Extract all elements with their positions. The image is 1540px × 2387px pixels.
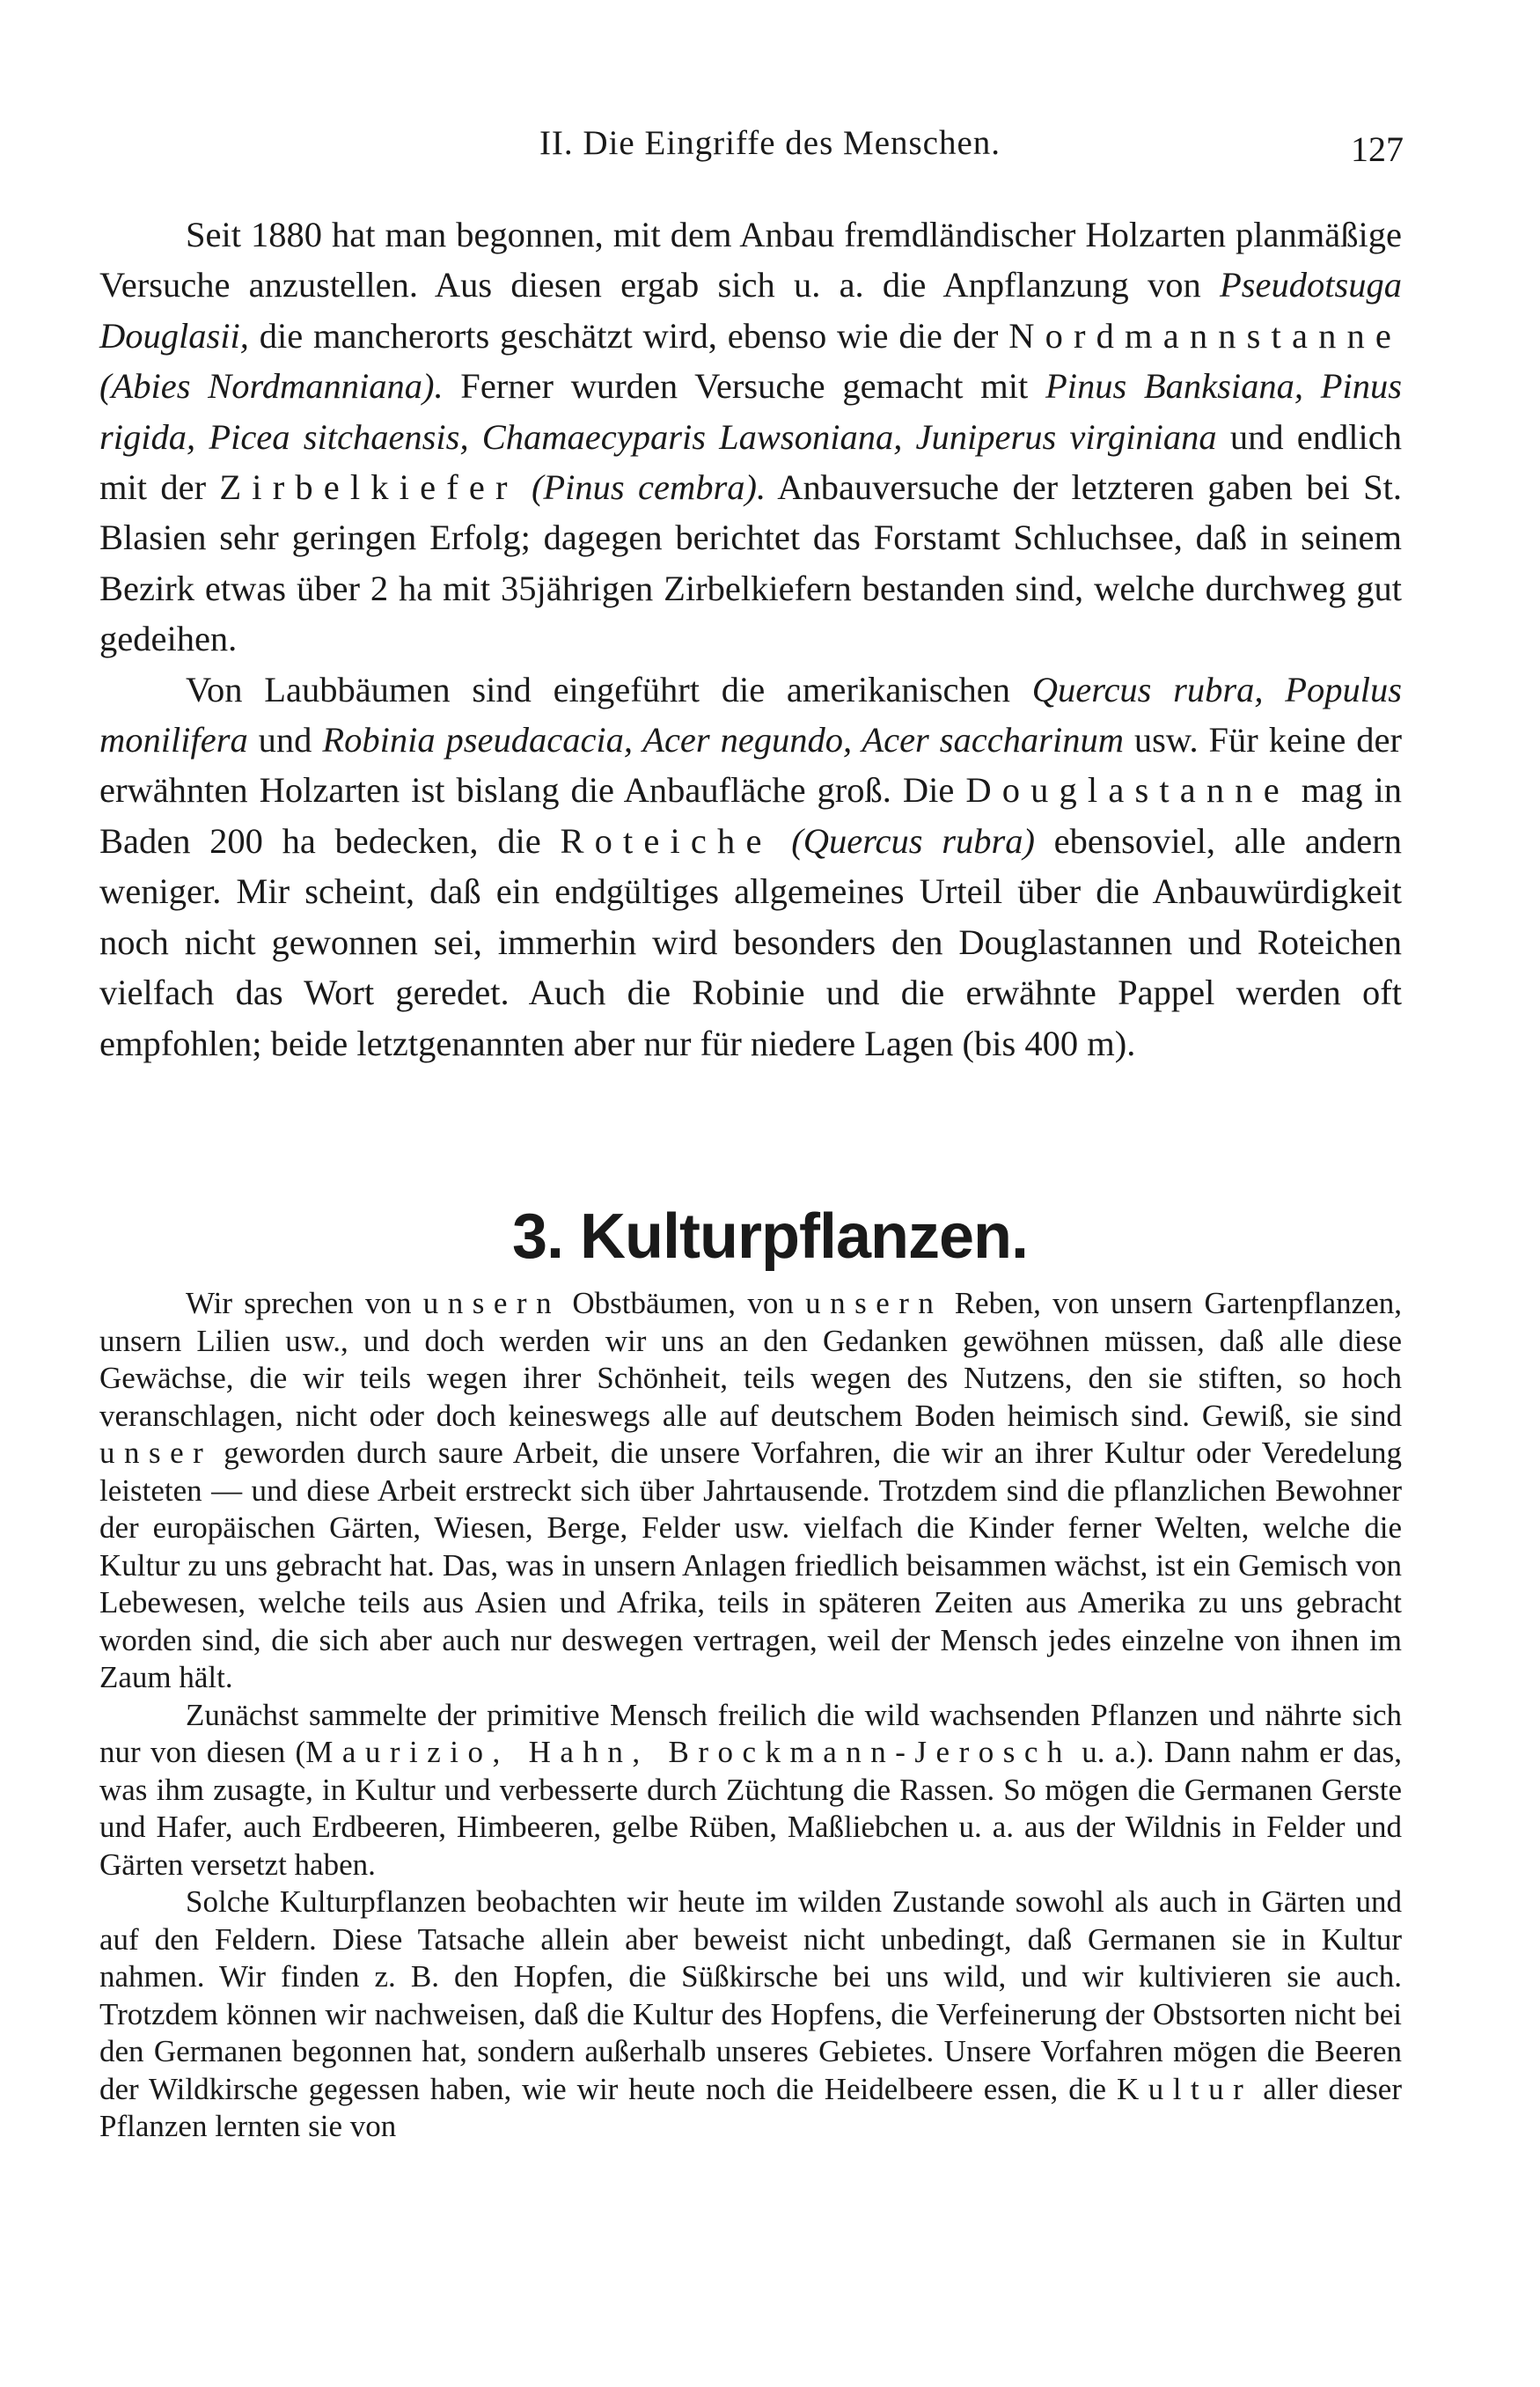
- spaced-term: unsern: [805, 1286, 943, 1320]
- species-name: (Quercus rubra): [791, 820, 1035, 861]
- species-name: (Pinus cembra).: [531, 467, 766, 508]
- text-run: [518, 467, 532, 507]
- text-run: Wir sprechen von: [186, 1286, 423, 1320]
- species-name: (Abies Nordmanniana).: [99, 366, 444, 407]
- spaced-term: Zirbelkiefer: [219, 467, 518, 508]
- page-number: 127: [1351, 129, 1404, 169]
- text-run: Zunächst sammelte der primitive Mensch freilich die wild wachsenden Pflanzen und nährte sich nur von diesen (: [99, 1697, 1402, 1769]
- text-run: geworden durch saure Arbeit, die unsere Vorfahren, die wir an ihrer Kultur oder Veredelung leisteten — und diese Arbeit erstreckt sich über Jahrtausende. Trotzdem sind die pflanzlichen Bewohner der europäischen Gärten, Wiesen, Berge, Felder usw. vielfach die Kinder ferner Welten, welche die Kultur zu uns gebracht hat. Das, was in unsern Anlagen friedlich beisammen wächst, ist ein Gemisch von Lebewesen, welche teils aus Asien und Afrika, teils in späteren Zeiten aus Amerika zu uns gebracht worden sind, die sich aber auch nur deswegen vertragen, weil der Mensch jedes einzelne von ihnen im Zaum hält.: [99, 1436, 1402, 1694]
- paragraph-wild-and-cultivated: [99, 1884, 1402, 2146]
- paragraph-primitive-gathering: [99, 1697, 1402, 1884]
- species-name: Pseudotsuga Douglasii,: [99, 265, 1402, 356]
- text-run: Solche Kulturpflanzen beobachten wir heute im wilden Zustande sowohl als auch in Gärten und auf den Feldern. Diese Tatsache allein aber beweist nicht unbedingt, daß Germanen sie in Kultur nahmen. Wir finden z. B. den Hopfen, die Süßkirsche bei uns wild, und wir kultivieren sie auch. Trotzdem können wir nachweisen, daß die Kultur des Hopfens, die Verfeinerung der Obstsorten nicht bei den Germanen begonnen hat, sondern außerhalb unseres Gebietes. Unsere Vorfahren mögen die Beeren der Wildkirsche gegessen haben, wie wir heute noch die Heidelbeere essen, die: [99, 1884, 1402, 2106]
- page-header: [0, 123, 1540, 176]
- text-run: Ferner wurden Versuche gemacht mit: [443, 366, 1045, 407]
- species-list: Quercus rubra, Populus monilifera: [99, 669, 1402, 760]
- text-run: Reben, von unsern Gartenpflanzen, unsern Lilien usw., und doch werden wir uns an den Gedanken gewöhnen müssen, daß alle diese Gewächse, die wir teils wegen ihrer Schönheit, teils wegen des Nutzens, den sie stiften, so hoch veranschlagen, nicht oder doch keineswegs alle auf deutschem Boden heimisch sind. Gewiß, sie sind: [99, 1286, 1402, 1433]
- text-run: Obstbäumen, von: [561, 1286, 806, 1320]
- species-list: Robinia pseudacacia, Acer negundo, Acer saccharinum: [322, 720, 1124, 760]
- spaced-term: unser: [99, 1436, 213, 1470]
- text-run: u. a.). Dann nahm er das, was ihm zusagte, in Kultur und verbesserte durch Züchtung die Rassen. So mögen die Germanen Gerste und Hafer, auch Erdbeeren, Himbeeren, gelbe Rüben, Maßliebchen u. a. aus der Wildnis in Felder und Gärten versetzt haben.: [99, 1735, 1402, 1882]
- spaced-term: Roteiche: [560, 820, 773, 861]
- text-run: Anbauversuche der letzteren gaben bei St. Blasien sehr geringen Erfolg; dagegen berichtet das Forstamt Schluchsee, daß in seinem Bezirk etwas über 2 ha mit 35jährigen Zirbelkiefern bestanden sind, welche durchweg gut gedeihen.: [99, 467, 1402, 659]
- text-run: [773, 821, 792, 861]
- text-run: usw. Für keine der erwähnten Holzarten ist bislang die Anbaufläche groß. Die: [99, 720, 1403, 811]
- text-run: und endlich mit der: [99, 416, 1402, 508]
- cultivated-plants-section: [99, 1285, 1402, 2146]
- text-run: Seit 1880 hat man begonnen, mit dem Anbau fremdländischer Holzarten planmäßige Versuche anzustellen. Aus diesen ergab sich u. a. die Anpflanzung von: [99, 215, 1402, 305]
- paragraph-foreign-conifers: [99, 209, 1402, 665]
- text-run: aller dieser Pflanzen lernten sie von: [99, 2071, 1402, 2143]
- spaced-authors: Maurizio, Hahn, Brockmann-Jerosch: [305, 1735, 1072, 1769]
- paragraph-our-plants: [99, 1285, 1402, 1697]
- paragraph-deciduous-trees: [99, 665, 1402, 1069]
- spaced-term: Nordmannstanne: [1008, 315, 1402, 356]
- section-heading: 3. Kulturpflanzen.: [511, 1201, 1029, 1272]
- text-run: die mancherorts geschätzt wird, ebenso wie die der: [248, 315, 1009, 356]
- forestry-section: [99, 209, 1402, 1069]
- species-list: Pinus Banksiana, Pinus rigida, Picea sitchaensis, Chamaecyparis Lawsoniana, Juniperus virginiana: [99, 366, 1402, 457]
- text-run: mag in Baden 200 ha bedecken, die: [99, 770, 1402, 861]
- text-run: und: [247, 720, 323, 760]
- spaced-term: Kultur: [1116, 2071, 1253, 2106]
- running-head: II. Die Eingriffe des Menschen.: [539, 124, 1001, 162]
- text-run: Von Laubbäumen sind eingeführt die amerikanischen: [186, 669, 1032, 709]
- spaced-term: Douglastanne: [965, 770, 1290, 811]
- text-run: ebensoviel, alle andern weniger. Mir scheint, daß ein endgültiges allgemeines Urteil über die Anbauwürdigkeit noch nicht gewonnen sei, immerhin wird besonders den Douglastannen und Roteichen vielfach das Wort geredet. Auch die Robinie und die erwähnte Pappel werden oft empfohlen; beide letztgenannten aber nur für niedere Lagen (bis 400 m).: [99, 820, 1403, 1063]
- spaced-term: unsern: [422, 1286, 561, 1320]
